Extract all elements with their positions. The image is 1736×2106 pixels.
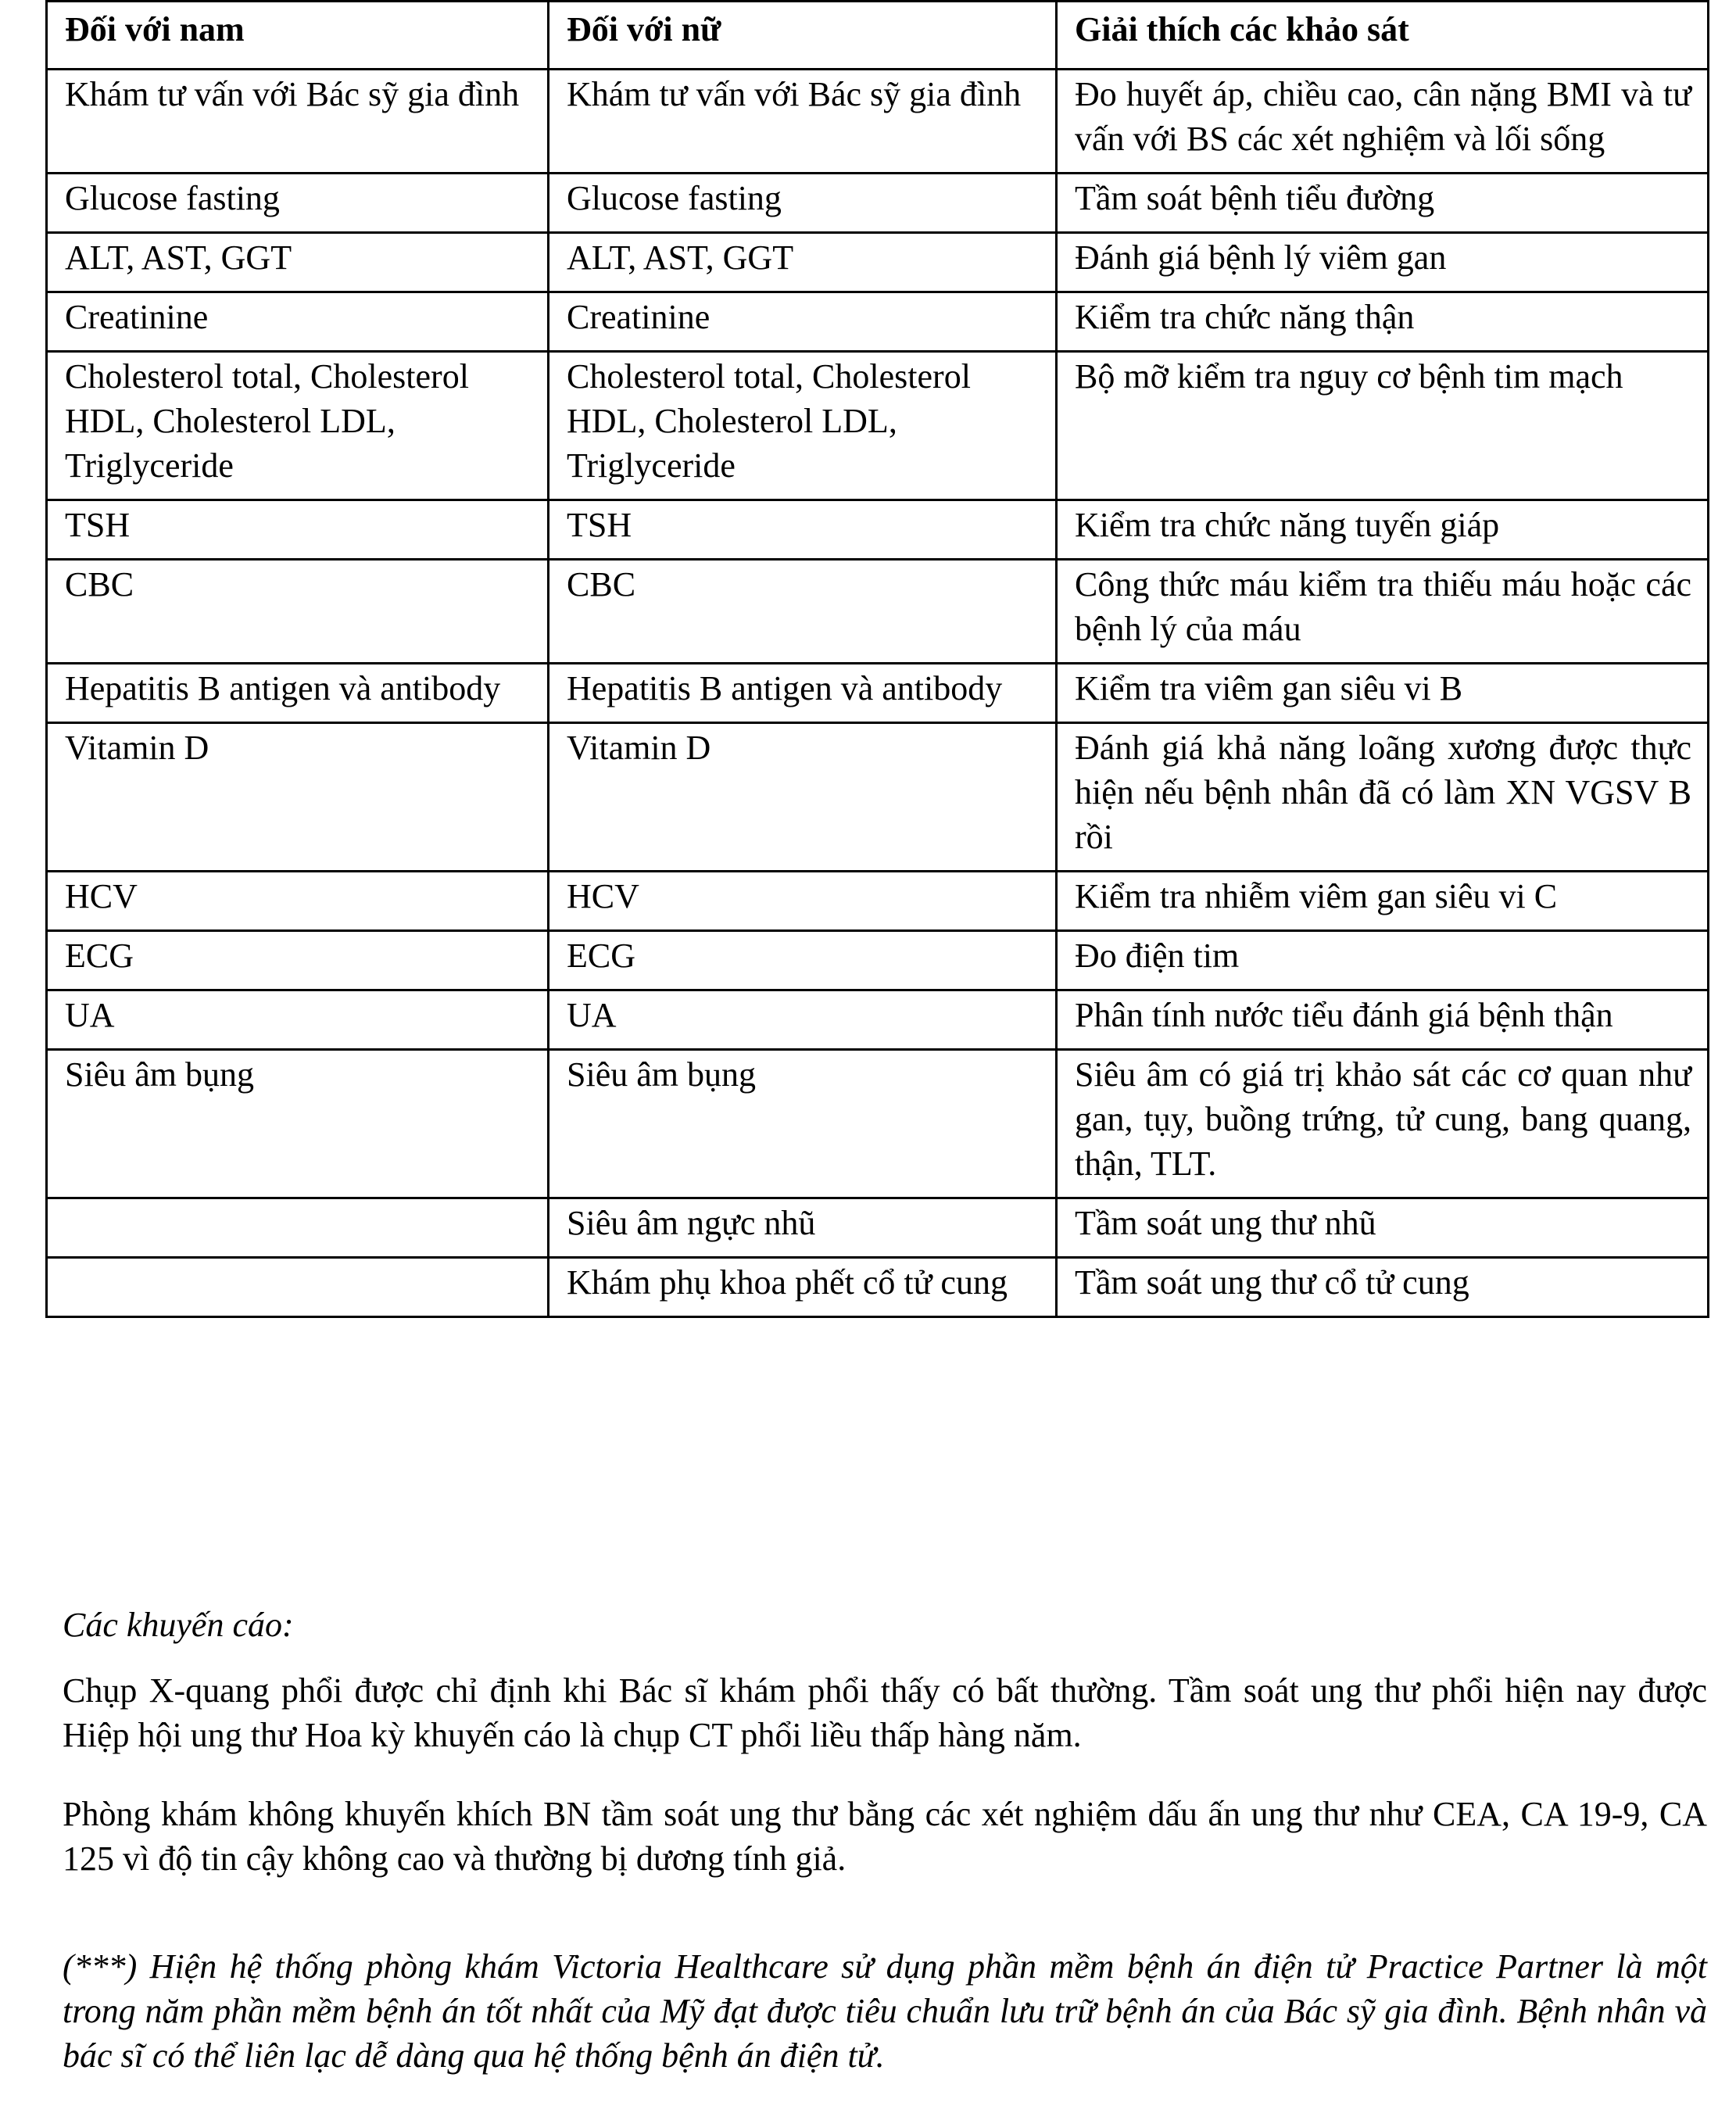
- cell-explanation: Bộ mỡ kiểm tra nguy cơ bệnh tim mạch: [1057, 352, 1709, 500]
- cell-explanation: Kiểm tra viêm gan siêu vi B: [1057, 664, 1709, 723]
- exam-table: [45, 0, 1709, 1318]
- cell-female: HCV: [549, 872, 1057, 931]
- recommendation-paragraph-tumor-markers: Phòng khám không khuyến khích BN tầm soát ung thư bằng các xét nghiệm dấu ấn ung thư như CEA, CA 19-9, CA 125 vì độ tin cậy không cao và thường bị dương tính giả.: [63, 1795, 1707, 1878]
- cell-male: HCV: [47, 872, 549, 931]
- cell-male: Creatinine: [47, 292, 549, 352]
- cell-female: ALT, AST, GGT: [549, 233, 1057, 292]
- cell-female: Cholesterol total, Cholesterol HDL, Cholesterol LDL, Triglyceride: [549, 352, 1057, 500]
- cell-female: TSH: [549, 500, 1057, 560]
- cell-explanation: Kiểm tra nhiễm viêm gan siêu vi C: [1057, 872, 1709, 931]
- table-row: [47, 500, 1709, 560]
- cell-male: Vitamin D: [47, 723, 549, 872]
- footnote: (***) Hiện hệ thống phòng khám Victoria Healthcare sử dụng phần mềm bệnh án điện tử Practice Partner là một trong năm phần mềm bệnh án tốt nhất của Mỹ đạt được tiêu chuẩn lưu trữ bệnh án của Bác sỹ gia đình. Bệnh nhân và bác sĩ có thể liên lạc dễ dàng qua hệ thống bệnh án điện tử.: [63, 1947, 1707, 2075]
- cell-explanation: Siêu âm có giá trị khảo sát các cơ quan như gan, tụy, buồng trứng, tử cung, bang quang, thận, TLT.: [1057, 1050, 1709, 1198]
- cell-explanation: Tầm soát ung thư nhũ: [1057, 1198, 1709, 1258]
- cell-male: [47, 1198, 549, 1258]
- cell-male: ECG: [47, 931, 549, 990]
- table-row: [47, 292, 1709, 352]
- cell-explanation: Tầm soát ung thư cổ tử cung: [1057, 1258, 1709, 1317]
- table-header-row: [47, 2, 1709, 70]
- cell-male: Hepatitis B antigen và antibody: [47, 664, 549, 723]
- cell-male: ALT, AST, GGT: [47, 233, 549, 292]
- cell-explanation: Công thức máu kiểm tra thiếu máu hoặc các bệnh lý của máu: [1057, 560, 1709, 664]
- cell-male: UA: [47, 990, 549, 1050]
- cell-explanation: Đánh giá khả năng loãng xương được thực hiện nếu bệnh nhân đã có làm XN VGSV B rồi: [1057, 723, 1709, 872]
- table-row: [47, 1258, 1709, 1317]
- table-row: [47, 872, 1709, 931]
- recommendations-heading: Các khuyến cáo:: [63, 1606, 294, 1644]
- cell-explanation: Đánh giá bệnh lý viêm gan: [1057, 233, 1709, 292]
- table-row: [47, 70, 1709, 174]
- cell-male: Glucose fasting: [47, 174, 549, 233]
- table-row: [47, 931, 1709, 990]
- cell-female: Siêu âm bụng: [549, 1050, 1057, 1198]
- cell-explanation: Kiểm tra chức năng tuyến giáp: [1057, 500, 1709, 560]
- table-row: [47, 233, 1709, 292]
- cell-female: ECG: [549, 931, 1057, 990]
- cell-explanation: Tầm soát bệnh tiểu đường: [1057, 174, 1709, 233]
- cell-female: Vitamin D: [549, 723, 1057, 872]
- header-female: Đối với nữ: [549, 2, 1057, 70]
- recommendation-paragraph-xray: Chụp X-quang phổi được chỉ định khi Bác sĩ khám phổi thấy có bất thường. Tầm soát ung thư phổi hiện nay được Hiệp hội ung thư Hoa kỳ khuyến cáo là chụp CT phổi liều thấp hàng năm.: [63, 1671, 1707, 1754]
- cell-male: CBC: [47, 560, 549, 664]
- header-explanation: Giải thích các khảo sát: [1057, 2, 1709, 70]
- table-row: [47, 664, 1709, 723]
- table-row: [47, 1050, 1709, 1198]
- cell-female: Hepatitis B antigen và antibody: [549, 664, 1057, 723]
- cell-male: Khám tư vấn với Bác sỹ gia đình: [47, 70, 549, 174]
- cell-female: Khám phụ khoa phết cổ tử cung: [549, 1258, 1057, 1317]
- cell-female: CBC: [549, 560, 1057, 664]
- cell-male: TSH: [47, 500, 549, 560]
- cell-female: Creatinine: [549, 292, 1057, 352]
- table-row: [47, 174, 1709, 233]
- cell-female: Siêu âm ngực nhũ: [549, 1198, 1057, 1258]
- table-row: [47, 990, 1709, 1050]
- cell-explanation: Đo huyết áp, chiều cao, cân nặng BMI và tư vấn với BS các xét nghiệm và lối sống: [1057, 70, 1709, 174]
- table-row: [47, 352, 1709, 500]
- cell-male: Cholesterol total, Cholesterol HDL, Cholesterol LDL, Triglyceride: [47, 352, 549, 500]
- table-row: [47, 723, 1709, 872]
- cell-explanation: Kiểm tra chức năng thận: [1057, 292, 1709, 352]
- cell-explanation: Phân tính nước tiểu đánh giá bệnh thận: [1057, 990, 1709, 1050]
- table-row: [47, 560, 1709, 664]
- cell-female: Glucose fasting: [549, 174, 1057, 233]
- cell-male: Siêu âm bụng: [47, 1050, 549, 1198]
- table-row: [47, 1198, 1709, 1258]
- header-male: Đối với nam: [47, 2, 549, 70]
- cell-explanation: Đo điện tim: [1057, 931, 1709, 990]
- cell-female: UA: [549, 990, 1057, 1050]
- cell-female: Khám tư vấn với Bác sỹ gia đình: [549, 70, 1057, 174]
- cell-male: [47, 1258, 549, 1317]
